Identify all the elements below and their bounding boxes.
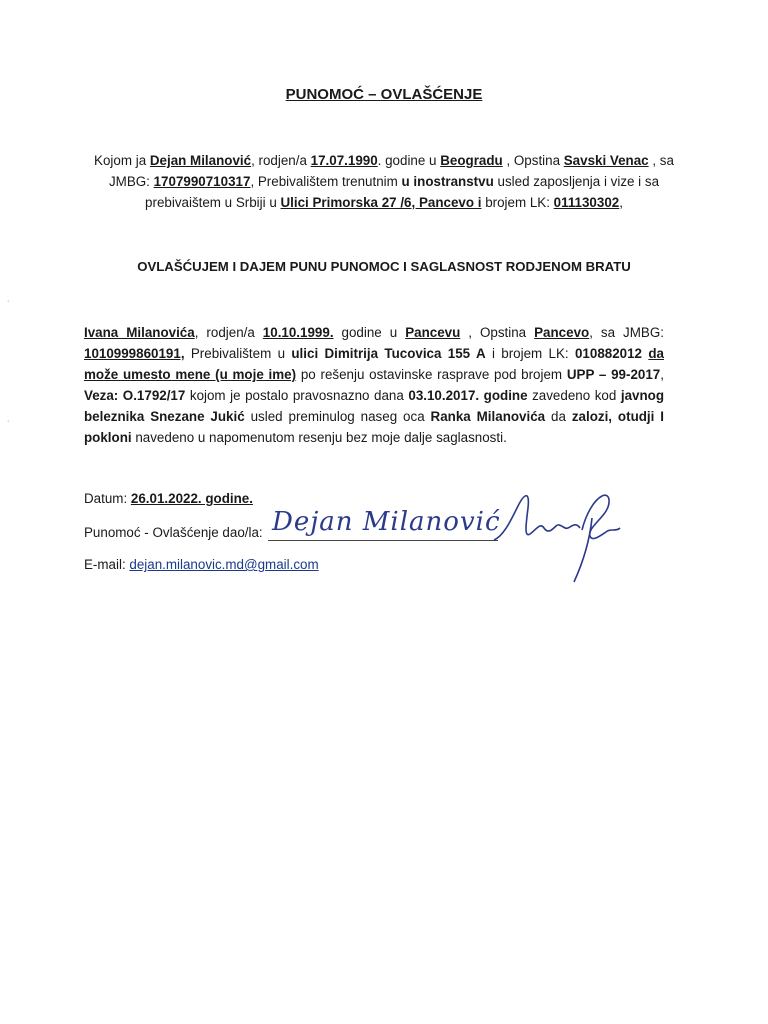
grantee-jmbg: 1010999860191, [84, 346, 185, 361]
grantor-lk: 011130302 [553, 195, 620, 210]
text-fragment: , [619, 195, 623, 210]
text-fragment: , rodjen/a [251, 153, 311, 168]
signature-icon [490, 478, 630, 588]
text-fragment: usled preminulog naseg oca [244, 409, 431, 424]
grantee-dob: 10.10.1999. [262, 325, 334, 340]
grantor-dob: 17.07.1990 [310, 153, 378, 168]
text-fragment: godine u [333, 325, 406, 340]
text-fragment: , [660, 367, 664, 382]
email-line [84, 557, 319, 572]
text-fragment: Prebivalištem u [184, 346, 292, 361]
grantor-municipality: Savski Venac [563, 153, 649, 168]
granted-by-label: Punomoć - Ovlašćenje dao/la: [84, 525, 263, 540]
grantee-lk: 010882012 [574, 346, 643, 361]
authority-clause: da može umesto mene (u moje ime) [84, 346, 664, 382]
grantee-name: Ivana Milanovića [84, 325, 195, 340]
date-label: Datum: [84, 491, 131, 506]
text-fragment: , Prebivalištem trenutnim [250, 174, 402, 189]
permitted-actions: zalozi, otudji I pokloni [84, 409, 664, 445]
veza-reference: Veza: O.1792/17 [84, 388, 186, 403]
finality-date: 03.10.2017. godine [408, 388, 528, 403]
grantor-jmbg: 1707990710317 [153, 174, 251, 189]
notary-name: javnog beleznika Snezane Jukić [84, 388, 664, 424]
email-link[interactable]: dejan.milanovic.md@gmail.com [129, 557, 319, 572]
grantor-city: Beogradu [440, 153, 503, 168]
email-label: E-mail: [84, 557, 130, 572]
text-fragment: i brojem LK: [485, 346, 575, 361]
text-fragment: , sa JMBG: [108, 153, 674, 189]
text-fragment: , Opstina [460, 325, 535, 340]
text-fragment: . godine u [377, 153, 441, 168]
text-fragment: , Opstina [502, 153, 564, 168]
scan-mark: · [6, 292, 11, 308]
grantee-municipality: Pancevo [534, 325, 590, 340]
handwritten-name: Dejan Milanović [272, 507, 501, 537]
grantee-address: ulici Dimitrija Tucovica 155 A [291, 346, 486, 361]
text-fragment: navedeno u napomenutom resenju bez moje dalje saglasnosti. [131, 430, 507, 445]
text-fragment: , sa JMBG: [589, 325, 664, 340]
signature-line [268, 540, 498, 541]
grantor-paragraph [84, 150, 684, 213]
text-fragment: , rodjen/a [194, 325, 263, 340]
text-fragment: po rešenju ostavinske rasprave pod brojem [296, 367, 567, 382]
granted-by-line [84, 525, 263, 540]
scan-mark: · [6, 412, 11, 428]
text-fragment: usled zaposljenja i vize i sa prebivaištem u Srbiji u [145, 174, 660, 210]
text-fragment: da [545, 409, 572, 424]
date-value: 26.01.2022. godine. [130, 491, 253, 506]
case-number: UPP – 99-2017 [566, 367, 661, 382]
text-fragment: kojom je postalo pravosnazno dana [185, 388, 409, 403]
text-fragment: zavedeno kod [527, 388, 621, 403]
document-title: PUNOMOĆ – OVLAŠĆENJE [285, 86, 483, 103]
grantor-name: Dejan Milanović [149, 153, 252, 168]
text-fragment: Kojom ja [94, 153, 150, 168]
grantee-paragraph [84, 322, 664, 448]
grantee-city: Pancevu [405, 325, 461, 340]
date-line [84, 491, 253, 506]
grantor-address: Ulici Primorska 27 /6, Pancevo i [280, 195, 482, 210]
authorization-heading: OVLAŠĆUJEM I DAJEM PUNU PUNOMOC I SAGLASNOST RODJENOM BRATU [137, 259, 631, 274]
text-fragment: brojem LK: [481, 195, 554, 210]
father-name: Ranka Milanovića [430, 409, 546, 424]
grantor-abroad: u inostranstvu [401, 174, 494, 189]
